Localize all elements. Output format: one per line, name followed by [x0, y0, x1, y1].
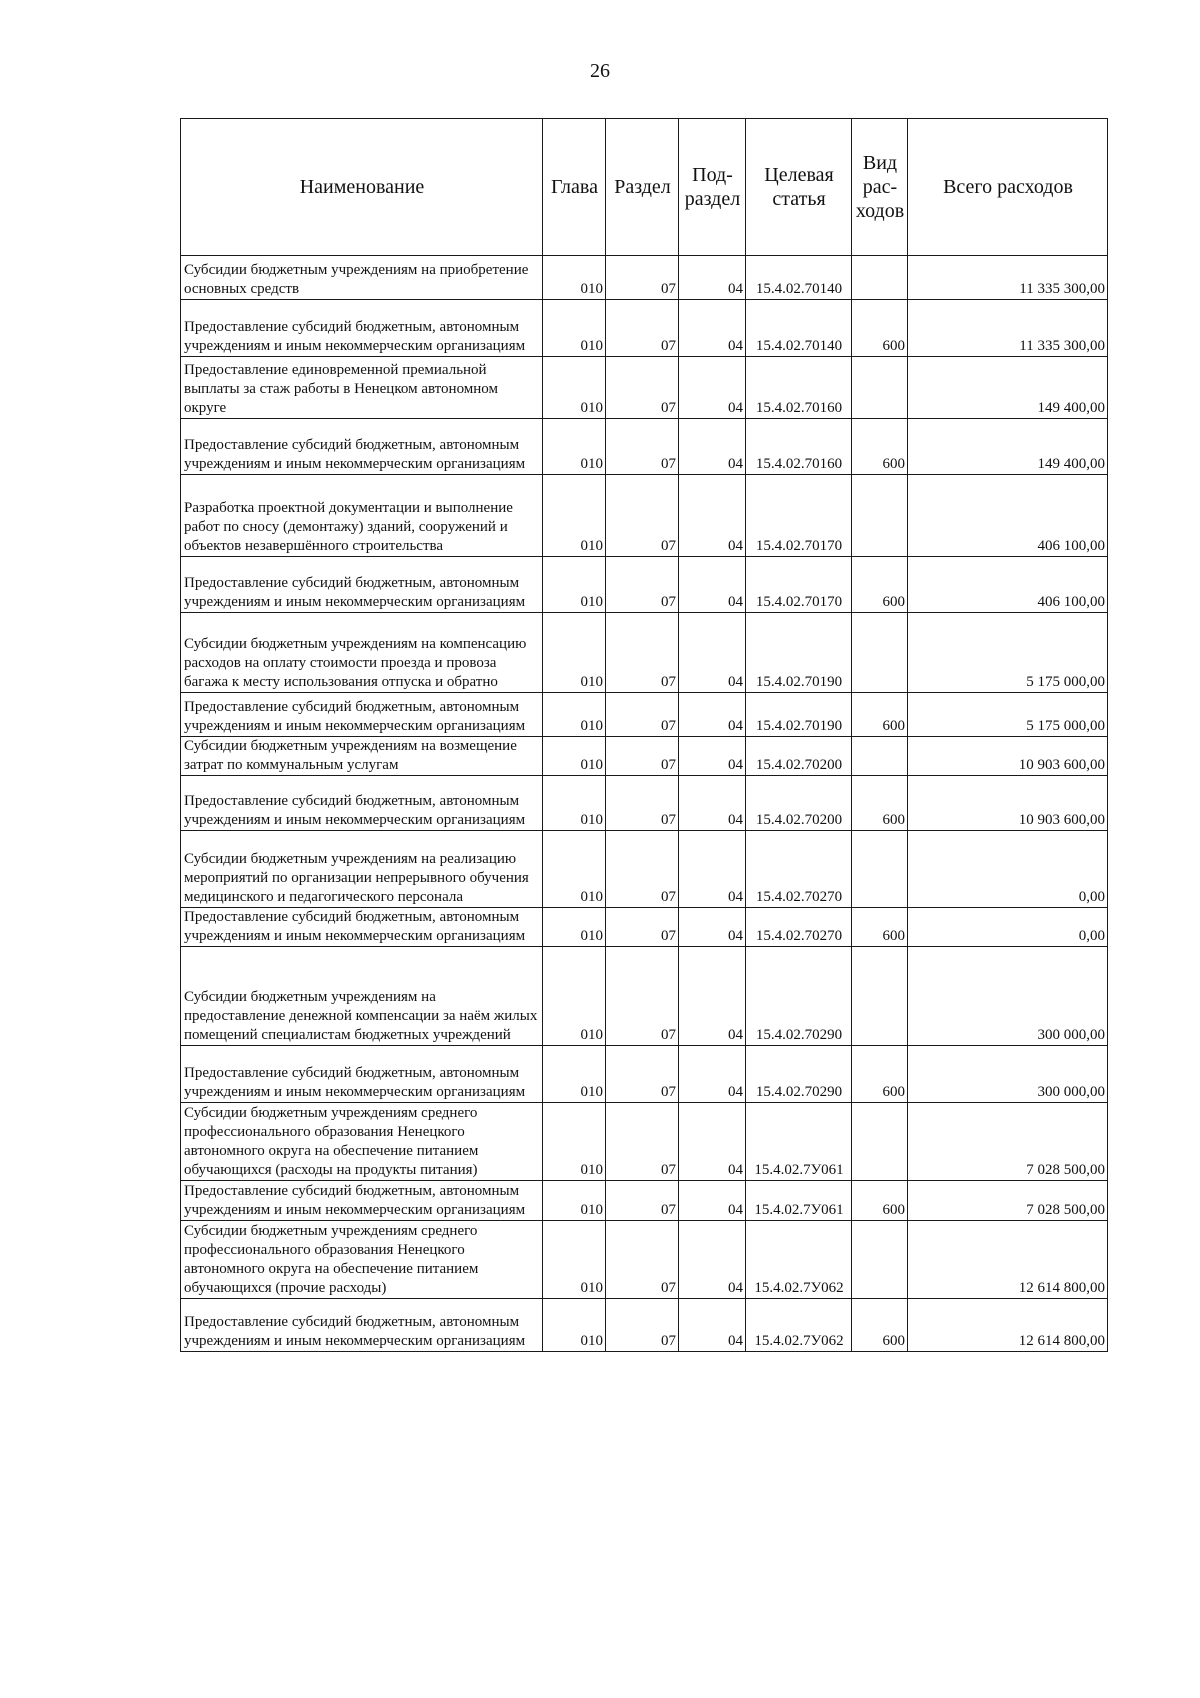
row-glava: 010	[543, 693, 606, 737]
row-razdel: 07	[606, 256, 679, 300]
row-vid-raskhodov	[852, 613, 908, 693]
row-glava: 010	[543, 557, 606, 613]
row-name: Предоставление единовременной премиальной выплаты за стаж работы в Ненецком автономном округе	[181, 357, 543, 419]
row-podrazdel: 04	[679, 831, 746, 908]
row-podrazdel: 04	[679, 1221, 746, 1299]
row-celevaya-statya: 15.4.02.70290	[746, 947, 852, 1046]
row-total: 300 000,00	[908, 1046, 1108, 1103]
table-row	[181, 776, 1108, 831]
budget-table	[180, 118, 1108, 1352]
row-vid-raskhodov	[852, 357, 908, 419]
table-body	[181, 256, 1108, 1352]
row-name: Предоставление субсидий бюджетным, автономным учреждениям и иным некоммерческим организациям	[181, 908, 543, 947]
row-vid-raskhodov	[852, 1221, 908, 1299]
row-total: 406 100,00	[908, 557, 1108, 613]
row-name: Субсидии бюджетным учреждениям на реализацию мероприятий по организации непрерывного обучения медицинского и педагогического персонала	[181, 831, 543, 908]
row-podrazdel: 04	[679, 557, 746, 613]
row-razdel: 07	[606, 776, 679, 831]
row-glava: 010	[543, 831, 606, 908]
row-celevaya-statya: 15.4.02.70170	[746, 557, 852, 613]
row-glava: 010	[543, 947, 606, 1046]
row-razdel: 07	[606, 947, 679, 1046]
row-celevaya-statya: 15.4.02.70140	[746, 300, 852, 357]
row-celevaya-statya: 15.4.02.70290	[746, 1046, 852, 1103]
row-glava: 010	[543, 1046, 606, 1103]
row-total: 12 614 800,00	[908, 1221, 1108, 1299]
table-row	[181, 1103, 1108, 1181]
row-razdel: 07	[606, 419, 679, 475]
table-row	[181, 557, 1108, 613]
row-celevaya-statya: 15.4.02.70140	[746, 256, 852, 300]
row-total: 7 028 500,00	[908, 1103, 1108, 1181]
row-razdel: 07	[606, 908, 679, 947]
row-vid-raskhodov	[852, 475, 908, 557]
row-total: 10 903 600,00	[908, 737, 1108, 776]
row-celevaya-statya: 15.4.02.7У062	[746, 1299, 852, 1352]
table-row	[181, 1221, 1108, 1299]
row-podrazdel: 04	[679, 1181, 746, 1221]
row-vid-raskhodov: 600	[852, 419, 908, 475]
row-celevaya-statya: 15.4.02.70200	[746, 776, 852, 831]
row-podrazdel: 04	[679, 908, 746, 947]
row-total: 0,00	[908, 908, 1108, 947]
row-vid-raskhodov: 600	[852, 908, 908, 947]
table-row	[181, 693, 1108, 737]
row-vid-raskhodov	[852, 947, 908, 1046]
row-podrazdel: 04	[679, 947, 746, 1046]
table-row	[181, 475, 1108, 557]
row-vid-raskhodov: 600	[852, 1046, 908, 1103]
row-name: Субсидии бюджетным учреждениям на компенсацию расходов на оплату стоимости проезда и провоза багажа к месту использования отпуска и обратно	[181, 613, 543, 693]
row-podrazdel: 04	[679, 693, 746, 737]
row-podrazdel: 04	[679, 737, 746, 776]
row-total: 11 335 300,00	[908, 256, 1108, 300]
row-name: Предоставление субсидий бюджетным, автономным учреждениям и иным некоммерческим организациям	[181, 557, 543, 613]
row-glava: 010	[543, 1299, 606, 1352]
row-name: Субсидии бюджетным учреждениям среднего профессионального образования Ненецкого автономного округа на обеспечение питанием обучающихся (прочие расходы)	[181, 1221, 543, 1299]
row-celevaya-statya: 15.4.02.70170	[746, 475, 852, 557]
table-row	[181, 1181, 1108, 1221]
row-total: 12 614 800,00	[908, 1299, 1108, 1352]
row-razdel: 07	[606, 613, 679, 693]
row-podrazdel: 04	[679, 475, 746, 557]
row-podrazdel: 04	[679, 419, 746, 475]
header-celevaya-statya: Целевая статья	[746, 119, 852, 256]
row-name: Предоставление субсидий бюджетным, автономным учреждениям и иным некоммерческим организациям	[181, 693, 543, 737]
row-name: Предоставление субсидий бюджетным, автономным учреждениям и иным некоммерческим организациям	[181, 1046, 543, 1103]
row-vid-raskhodov	[852, 737, 908, 776]
row-vid-raskhodov: 600	[852, 557, 908, 613]
row-razdel: 07	[606, 1221, 679, 1299]
row-celevaya-statya: 15.4.02.70160	[746, 419, 852, 475]
row-celevaya-statya: 15.4.02.70160	[746, 357, 852, 419]
row-celevaya-statya: 15.4.02.70270	[746, 908, 852, 947]
table-row	[181, 1046, 1108, 1103]
row-name: Субсидии бюджетным учреждениям среднего профессионального образования Ненецкого автономного округа на обеспечение питанием обучающихся (расходы на продукты питания)	[181, 1103, 543, 1181]
row-name: Предоставление субсидий бюджетным, автономным учреждениям и иным некоммерческим организациям	[181, 300, 543, 357]
row-razdel: 07	[606, 357, 679, 419]
row-razdel: 07	[606, 475, 679, 557]
row-total: 149 400,00	[908, 357, 1108, 419]
table-row	[181, 1299, 1108, 1352]
row-total: 0,00	[908, 831, 1108, 908]
header-glava: Глава	[543, 119, 606, 256]
table-row	[181, 947, 1108, 1046]
row-total: 406 100,00	[908, 475, 1108, 557]
row-total: 10 903 600,00	[908, 776, 1108, 831]
row-total: 149 400,00	[908, 419, 1108, 475]
row-total: 300 000,00	[908, 947, 1108, 1046]
row-glava: 010	[543, 357, 606, 419]
row-razdel: 07	[606, 1299, 679, 1352]
row-vid-raskhodov: 600	[852, 776, 908, 831]
row-name: Предоставление субсидий бюджетным, автономным учреждениям и иным некоммерческим организациям	[181, 1181, 543, 1221]
table-row	[181, 357, 1108, 419]
row-vid-raskhodov: 600	[852, 693, 908, 737]
row-vid-raskhodov	[852, 256, 908, 300]
table-header-row	[181, 119, 1108, 256]
row-razdel: 07	[606, 1181, 679, 1221]
row-celevaya-statya: 15.4.02.70200	[746, 737, 852, 776]
row-glava: 010	[543, 419, 606, 475]
row-celevaya-statya: 15.4.02.7У061	[746, 1181, 852, 1221]
table-row	[181, 737, 1108, 776]
row-name: Субсидии бюджетным учреждениям на возмещение затрат по коммунальным услугам	[181, 737, 543, 776]
table-row	[181, 613, 1108, 693]
row-glava: 010	[543, 1221, 606, 1299]
row-razdel: 07	[606, 831, 679, 908]
row-podrazdel: 04	[679, 1046, 746, 1103]
row-vid-raskhodov: 600	[852, 1181, 908, 1221]
row-celevaya-statya: 15.4.02.7У061	[746, 1103, 852, 1181]
row-total: 5 175 000,00	[908, 613, 1108, 693]
row-vid-raskhodov	[852, 831, 908, 908]
row-razdel: 07	[606, 1103, 679, 1181]
row-razdel: 07	[606, 557, 679, 613]
row-celevaya-statya: 15.4.02.70190	[746, 613, 852, 693]
row-glava: 010	[543, 613, 606, 693]
table-row	[181, 419, 1108, 475]
row-vid-raskhodov: 600	[852, 1299, 908, 1352]
table-row	[181, 256, 1108, 300]
row-razdel: 07	[606, 300, 679, 357]
row-razdel: 07	[606, 1046, 679, 1103]
row-name: Предоставление субсидий бюджетным, автономным учреждениям и иным некоммерческим организациям	[181, 419, 543, 475]
table-row	[181, 300, 1108, 357]
row-name: Предоставление субсидий бюджетным, автономным учреждениям и иным некоммерческим организациям	[181, 776, 543, 831]
row-glava: 010	[543, 300, 606, 357]
table-row	[181, 908, 1108, 947]
row-name: Субсидии бюджетным учреждениям на приобретение основных средств	[181, 256, 543, 300]
row-glava: 010	[543, 475, 606, 557]
row-total: 7 028 500,00	[908, 1181, 1108, 1221]
header-vid-raskhodov: Вид рас- ходов	[852, 119, 908, 256]
row-glava: 010	[543, 908, 606, 947]
row-name: Субсидии бюджетным учреждениям на предоставление денежной компенсации за наём жилых помещений специалистам бюджетных учреждений	[181, 947, 543, 1046]
row-podrazdel: 04	[679, 256, 746, 300]
row-name: Предоставление субсидий бюджетным, автономным учреждениям и иным некоммерческим организациям	[181, 1299, 543, 1352]
row-podrazdel: 04	[679, 613, 746, 693]
row-celevaya-statya: 15.4.02.70190	[746, 693, 852, 737]
row-vid-raskhodov: 600	[852, 300, 908, 357]
header-name: Наименование	[181, 119, 543, 256]
row-total: 11 335 300,00	[908, 300, 1108, 357]
table-row	[181, 831, 1108, 908]
row-glava: 010	[543, 776, 606, 831]
row-celevaya-statya: 15.4.02.70270	[746, 831, 852, 908]
header-total: Всего расходов	[908, 119, 1108, 256]
row-razdel: 07	[606, 693, 679, 737]
header-podrazdel: Под- раздел	[679, 119, 746, 256]
row-podrazdel: 04	[679, 1299, 746, 1352]
page-number: 26	[590, 60, 610, 82]
row-name: Разработка проектной документации и выполнение работ по сносу (демонтажу) зданий, сооружений и объектов незавершённого строительства	[181, 475, 543, 557]
row-podrazdel: 04	[679, 357, 746, 419]
row-glava: 010	[543, 256, 606, 300]
row-podrazdel: 04	[679, 300, 746, 357]
row-vid-raskhodov	[852, 1103, 908, 1181]
row-podrazdel: 04	[679, 776, 746, 831]
row-glava: 010	[543, 1181, 606, 1221]
row-razdel: 07	[606, 737, 679, 776]
row-glava: 010	[543, 737, 606, 776]
row-podrazdel: 04	[679, 1103, 746, 1181]
row-total: 5 175 000,00	[908, 693, 1108, 737]
header-razdel: Раздел	[606, 119, 679, 256]
row-celevaya-statya: 15.4.02.7У062	[746, 1221, 852, 1299]
row-glava: 010	[543, 1103, 606, 1181]
